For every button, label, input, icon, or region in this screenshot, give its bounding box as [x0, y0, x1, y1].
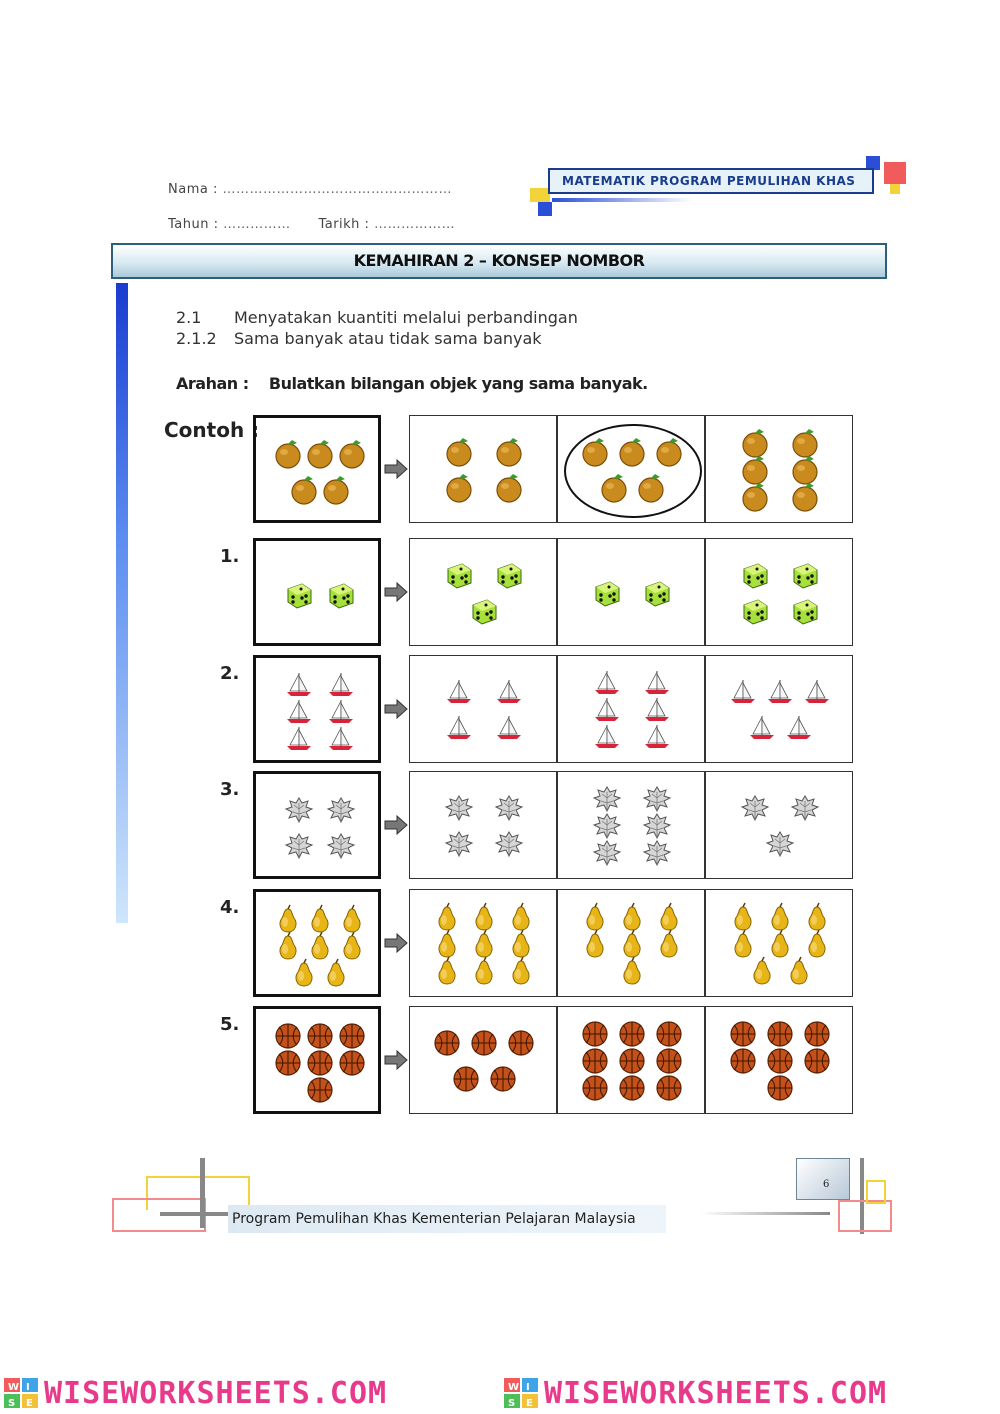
dice-icon — [592, 578, 622, 612]
row-number: 4. — [220, 897, 240, 918]
orange-icon — [444, 473, 474, 507]
banner-deco-square — [884, 162, 906, 184]
arrow-right-icon — [384, 459, 408, 483]
pear-icon — [321, 958, 351, 992]
arrow-right-icon — [384, 933, 408, 957]
option-box[interactable] — [705, 655, 853, 763]
dice-icon — [284, 580, 314, 614]
svg-text:E: E — [26, 1398, 33, 1409]
dice-icon — [790, 596, 820, 630]
basketball-icon — [506, 1028, 536, 1062]
footer-bar — [228, 1205, 666, 1233]
basketball-icon — [469, 1028, 499, 1062]
row-number: 2. — [220, 663, 240, 684]
leaf-icon — [592, 838, 622, 872]
wise-logo-icon — [504, 1378, 540, 1410]
option-box[interactable] — [557, 889, 705, 997]
footer-deco-line — [160, 1212, 230, 1216]
boat-icon — [802, 677, 832, 711]
subtopic-1 — [176, 308, 578, 327]
footer-text: Program Pemulihan Khas Kementerian Pelajaran Malaysia — [232, 1211, 636, 1227]
basketball-icon — [305, 1075, 335, 1109]
watermark-logo-left — [4, 1378, 40, 1414]
option-box[interactable] — [409, 655, 557, 763]
pear-icon — [617, 956, 647, 990]
leaf-icon — [642, 838, 672, 872]
orange-icon — [790, 482, 820, 516]
footer-deco-line — [200, 1158, 205, 1228]
svg-text:S: S — [8, 1398, 16, 1409]
basketball-icon — [765, 1073, 795, 1107]
boat-icon — [642, 722, 672, 756]
leaf-icon — [790, 793, 820, 827]
pear-icon — [506, 956, 536, 990]
boat-icon — [592, 722, 622, 756]
footer-deco-frame — [866, 1180, 886, 1204]
arrow-right-icon — [384, 699, 408, 723]
orange-icon — [273, 439, 303, 473]
option-box[interactable] — [705, 771, 853, 879]
dice-icon — [444, 560, 474, 594]
arrow-right-icon — [384, 582, 408, 606]
page-number: 6 — [823, 1179, 830, 1190]
svg-text:E: E — [526, 1398, 533, 1409]
banner-deco-line — [552, 198, 692, 202]
svg-text:W: W — [8, 1382, 20, 1393]
tarikh-label: Tarikh : — [318, 217, 370, 232]
basketball-icon — [432, 1028, 462, 1062]
option-box[interactable] — [705, 1006, 853, 1114]
boat-icon — [728, 677, 758, 711]
basketball-icon — [580, 1073, 610, 1107]
pear-icon — [469, 956, 499, 990]
leaf-icon — [740, 793, 770, 827]
option-box[interactable] — [409, 889, 557, 997]
dice-icon — [740, 560, 770, 594]
answer-circle — [564, 424, 702, 518]
option-box[interactable] — [557, 415, 705, 523]
pear-icon — [747, 956, 777, 990]
banner-text: MATEMATIK PROGRAM PEMULIHAN KHAS — [562, 174, 856, 188]
section-title: KEMAHIRAN 2 – KONSEP NOMBOR — [353, 251, 645, 270]
leaf-icon — [494, 793, 524, 827]
option-box[interactable] — [409, 771, 557, 879]
tahun-label: Tahun : — [168, 217, 219, 232]
option-box[interactable] — [705, 538, 853, 646]
nama-blank[interactable]: …………………………………………… — [222, 182, 452, 197]
banner-deco-square — [538, 202, 552, 216]
row-number: 1. — [220, 546, 240, 567]
option-box[interactable] — [409, 415, 557, 523]
subtopic-text: Sama banyak atau tidak sama banyak — [234, 329, 542, 348]
orange-icon — [494, 473, 524, 507]
boat-icon — [494, 677, 524, 711]
pear-icon — [432, 956, 462, 990]
leaf-icon — [444, 829, 474, 863]
leaf-icon — [326, 795, 356, 829]
orange-icon — [305, 439, 335, 473]
tahun-tarikh-line — [168, 217, 455, 232]
option-box[interactable] — [557, 655, 705, 763]
leaf-icon — [284, 795, 314, 829]
leaf-icon — [494, 829, 524, 863]
example-box — [253, 1006, 381, 1114]
tahun-blank[interactable]: …………… — [223, 217, 291, 232]
basketball-icon — [273, 1048, 303, 1082]
row-number: 5. — [220, 1014, 240, 1035]
option-box[interactable] — [705, 889, 853, 997]
basketball-icon — [617, 1073, 647, 1107]
example-box — [253, 889, 381, 997]
page-number-box — [796, 1158, 850, 1200]
row-number: 3. — [220, 779, 240, 800]
orange-icon — [494, 437, 524, 471]
example-box — [253, 538, 381, 646]
dice-icon — [740, 596, 770, 630]
boat-icon — [284, 724, 314, 758]
dice-icon — [494, 560, 524, 594]
arrow-right-icon — [384, 815, 408, 839]
leaf-icon — [444, 793, 474, 827]
orange-icon — [321, 475, 351, 509]
dice-icon — [790, 560, 820, 594]
footer-deco-frame — [838, 1200, 892, 1232]
leaf-icon — [765, 829, 795, 863]
subtopic-2 — [176, 329, 542, 348]
svg-text:I: I — [526, 1382, 530, 1393]
tarikh-blank[interactable]: ……………… — [374, 217, 456, 232]
orange-icon — [444, 437, 474, 471]
subtopic-number: 2.1 — [176, 308, 202, 327]
option-box[interactable] — [409, 1006, 557, 1114]
arrow-right-icon — [384, 1050, 408, 1074]
boat-icon — [784, 713, 814, 747]
boat-icon — [765, 677, 795, 711]
basketball-icon — [337, 1048, 367, 1082]
svg-text:I: I — [26, 1382, 30, 1393]
pear-icon — [289, 958, 319, 992]
basketball-icon — [488, 1064, 518, 1098]
wise-logo-icon — [4, 1378, 40, 1410]
svg-text:S: S — [508, 1398, 516, 1409]
dice-icon — [469, 596, 499, 630]
example-box — [253, 415, 381, 523]
basketball-icon — [802, 1046, 832, 1080]
footer-deco-line — [700, 1212, 830, 1215]
option-box[interactable] — [705, 415, 853, 523]
example-box — [253, 655, 381, 763]
orange-icon — [740, 482, 770, 516]
instruction-text: Bulatkan bilangan objek yang sama banyak. — [268, 374, 648, 393]
option-box[interactable] — [409, 538, 557, 646]
option-box[interactable] — [557, 1006, 705, 1114]
svg-text:W: W — [508, 1382, 520, 1393]
orange-icon — [337, 439, 367, 473]
boat-icon — [444, 713, 474, 747]
orange-icon — [289, 475, 319, 509]
instruction — [176, 374, 648, 393]
watermark-text: WISEWORKSHEETS.COM — [44, 1376, 388, 1411]
subtopic-number: 2.1.2 — [176, 329, 217, 348]
basketball-icon — [654, 1073, 684, 1107]
basketball-icon — [451, 1064, 481, 1098]
banner-deco-square — [890, 184, 900, 194]
boat-icon — [747, 713, 777, 747]
leaf-icon — [326, 831, 356, 865]
example-label: Contoh : — [164, 418, 260, 442]
boat-icon — [494, 713, 524, 747]
banner-deco-square — [530, 188, 550, 202]
header-banner — [548, 168, 874, 194]
dice-icon — [326, 580, 356, 614]
section-title-bar — [111, 243, 887, 279]
pear-icon — [580, 929, 610, 963]
pear-icon — [784, 956, 814, 990]
left-gradient-bar — [116, 283, 128, 923]
instruction-label: Arahan : — [176, 374, 249, 393]
nama-label: Nama : — [168, 182, 218, 197]
option-box[interactable] — [557, 538, 705, 646]
pear-icon — [654, 929, 684, 963]
option-box[interactable] — [557, 771, 705, 879]
basketball-icon — [728, 1046, 758, 1080]
boat-icon — [326, 724, 356, 758]
watermark-text: WISEWORKSHEETS.COM — [544, 1376, 888, 1411]
leaf-icon — [284, 831, 314, 865]
boat-icon — [444, 677, 474, 711]
example-box — [253, 771, 381, 879]
nama-line — [168, 182, 452, 197]
watermark-logo-right — [504, 1378, 540, 1414]
subtopic-text: Menyatakan kuantiti melalui perbandingan — [234, 308, 578, 327]
dice-icon — [642, 578, 672, 612]
